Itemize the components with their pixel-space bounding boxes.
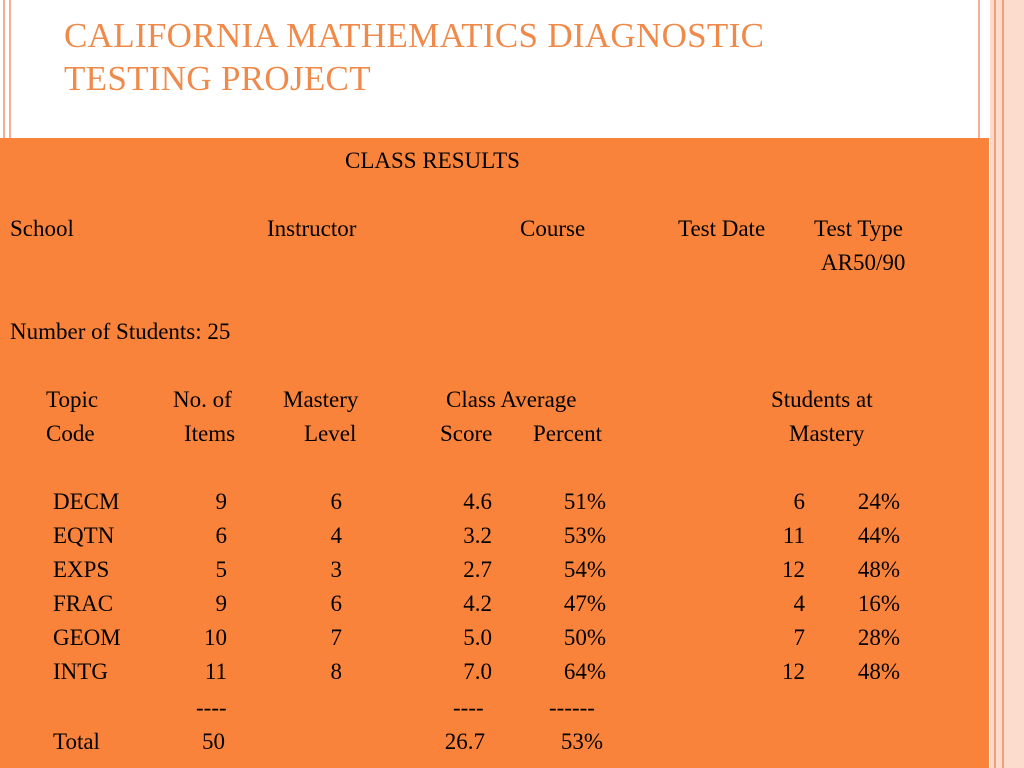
header-level: Level	[304, 421, 357, 446]
cell-students: 12	[782, 659, 805, 684]
total-score: 26.7	[444, 729, 485, 754]
cell-percent: 47%	[563, 591, 606, 616]
title-line-2: TESTING PROJECT	[64, 59, 371, 98]
cell-students-pct: 16%	[857, 591, 900, 616]
cell-students: 6	[793, 489, 805, 514]
cell-level: 3	[330, 557, 342, 582]
cell-percent: 51%	[563, 489, 606, 514]
instructor-label: Instructor	[267, 216, 357, 241]
cell-items: 6	[215, 523, 227, 548]
cell-students-pct: 24%	[857, 489, 900, 514]
separator-score: ----	[453, 695, 484, 720]
cell-items: 9	[215, 591, 227, 616]
total-percent: 53%	[560, 729, 603, 754]
cell-percent: 53%	[563, 523, 606, 548]
header-items: Items	[184, 421, 236, 446]
cell-students-pct: 28%	[857, 625, 900, 650]
cell-score: 5.0	[463, 625, 492, 650]
slide-title	[64, 14, 764, 100]
cell-students-pct: 48%	[857, 659, 900, 684]
total-label: Total	[53, 729, 100, 754]
school-label: School	[10, 216, 74, 241]
cell-percent: 50%	[563, 625, 606, 650]
cell-students: 7	[793, 625, 805, 650]
cell-level: 7	[330, 625, 342, 650]
header-mastery: Mastery	[283, 387, 359, 412]
total-items: 50	[202, 729, 225, 754]
cell-level: 4	[330, 523, 342, 548]
title-line-1: CALIFORNIA MATHEMATICS DIAGNOSTIC	[64, 16, 765, 55]
right-decor-strip	[990, 0, 1024, 768]
header-score: Score	[440, 421, 493, 446]
cell-students-pct: 48%	[857, 557, 900, 582]
report-heading: CLASS RESULTS	[345, 148, 520, 173]
cell-code: GEOM	[53, 625, 121, 650]
test-type-label: Test Type	[814, 216, 903, 241]
header-topic: Topic	[46, 387, 99, 412]
cell-score: 3.2	[463, 523, 492, 548]
test-type-value: AR50/90	[821, 250, 906, 275]
cell-code: INTG	[53, 659, 108, 684]
cell-score: 7.0	[463, 659, 492, 684]
header-students-at: Students at	[771, 387, 873, 412]
cell-percent: 64%	[563, 659, 606, 684]
cell-level: 8	[330, 659, 342, 684]
class-results-panel	[0, 138, 989, 768]
cell-score: 4.6	[463, 489, 492, 514]
cell-score: 4.2	[463, 591, 492, 616]
cell-items: 9	[215, 489, 227, 514]
cell-percent: 54%	[563, 557, 606, 582]
cell-code: EXPS	[53, 557, 110, 582]
cell-students: 4	[793, 591, 805, 616]
cell-items: 5	[215, 557, 227, 582]
header-no-of: No. of	[173, 387, 232, 412]
header-class-average: Class Average	[446, 387, 577, 412]
separator-percent: ------	[549, 695, 595, 720]
header-code: Code	[46, 421, 95, 446]
cell-code: FRAC	[53, 591, 114, 616]
number-of-students: Number of Students: 25	[10, 319, 231, 344]
cell-level: 6	[330, 489, 342, 514]
cell-level: 6	[330, 591, 342, 616]
cell-code: DECM	[53, 489, 120, 514]
cell-items: 11	[204, 659, 227, 684]
cell-items: 10	[204, 625, 227, 650]
cell-students: 11	[782, 523, 805, 548]
cell-students: 12	[782, 557, 805, 582]
test-date-label: Test Date	[678, 216, 766, 241]
header-mastery-2: Mastery	[789, 421, 865, 446]
course-label: Course	[520, 216, 586, 241]
separator-items: ----	[196, 695, 227, 720]
cell-code: EQTN	[53, 523, 115, 548]
cell-students-pct: 44%	[857, 523, 900, 548]
cell-score: 2.7	[463, 557, 492, 582]
header-percent: Percent	[533, 421, 602, 446]
